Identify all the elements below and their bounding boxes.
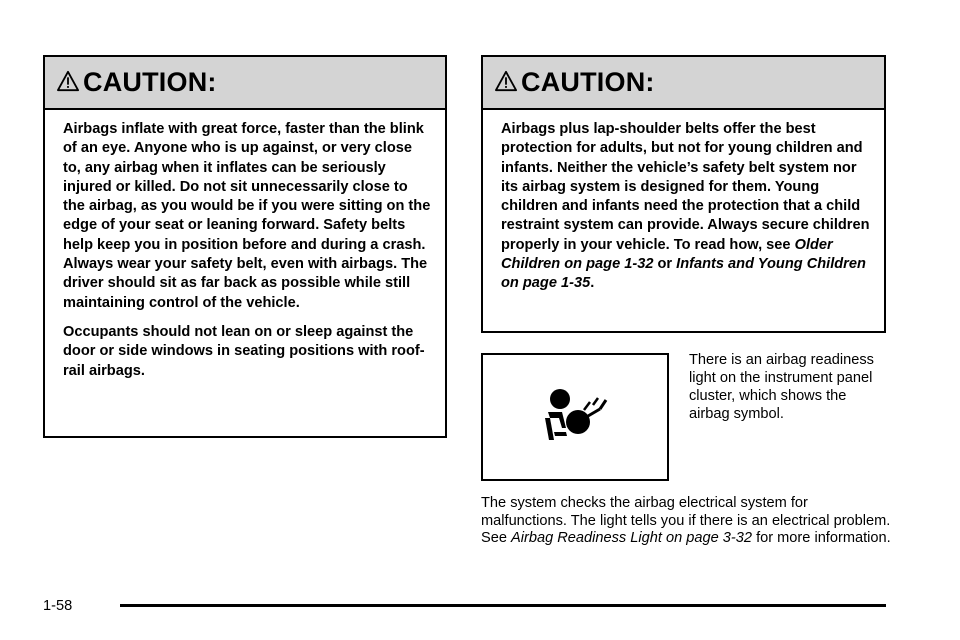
- body-paragraph: [481, 495, 891, 548]
- page-reference[interactable]: Airbag Readiness Light on page 3-32: [511, 530, 752, 546]
- airbag-symbol-box: [481, 353, 669, 481]
- body-text: The system checks the airbag electrical system for malfunctions. The light tells you if there is an electrical problem. See: [481, 495, 891, 546]
- caution-header: [45, 57, 445, 110]
- body-text: for more information.: [756, 530, 891, 546]
- page-number: 1-58: [43, 598, 73, 614]
- caution-box-right: [481, 55, 886, 333]
- caution-paragraph: [501, 120, 872, 294]
- caution-text: or: [657, 256, 673, 273]
- airbag-readiness-icon: [540, 388, 610, 446]
- footer-rule: [120, 604, 886, 607]
- page-reference[interactable]: Older Children on page 1-32: [501, 236, 833, 273]
- caution-title: CAUTION:: [521, 67, 655, 97]
- caution-text: Airbags plus lap-shoulder belts offer the best protection for adults, but not for young children and infants. Neither the vehicle’s safety belt system nor its airbag system is designed for them. Young children and infants need the protection that a child restraint system can provide. Always secure children properly in your vehicle. To read how, see: [501, 121, 870, 253]
- caution-title: CAUTION:: [83, 67, 217, 97]
- caution-body: [45, 110, 445, 381]
- caution-paragraph: Airbags inflate with great force, faster than the blink of an eye. Anyone who is up against, or very close to, any airbag when it inflates can be seriously injured or killed. Do not sit unnecessarily close to the airbag, as you would be if you were sitting on the edge of your seat or leaning forward. Safety belts help keep you in position before and during a crash. Always wear your safety belt, even with airbags. The driver should sit as far back as possible while still maintaining control of the vehicle.: [63, 121, 431, 311]
- caution-box-left: [43, 55, 447, 438]
- caution-text: .: [590, 275, 595, 292]
- caution-paragraph: Occupants should not lean on or sleep against the door or side windows in seating positions with roof-rail airbags.: [63, 323, 425, 379]
- symbol-description: There is an airbag readiness light on the instrument panel cluster, which shows the airbag symbol.: [689, 352, 874, 422]
- warning-triangle-icon: [57, 70, 79, 92]
- caution-header: [483, 57, 884, 110]
- warning-triangle-icon: [495, 70, 517, 92]
- page-reference[interactable]: Infants and Young Children on page 1-35: [501, 256, 866, 292]
- caution-body: [483, 110, 884, 294]
